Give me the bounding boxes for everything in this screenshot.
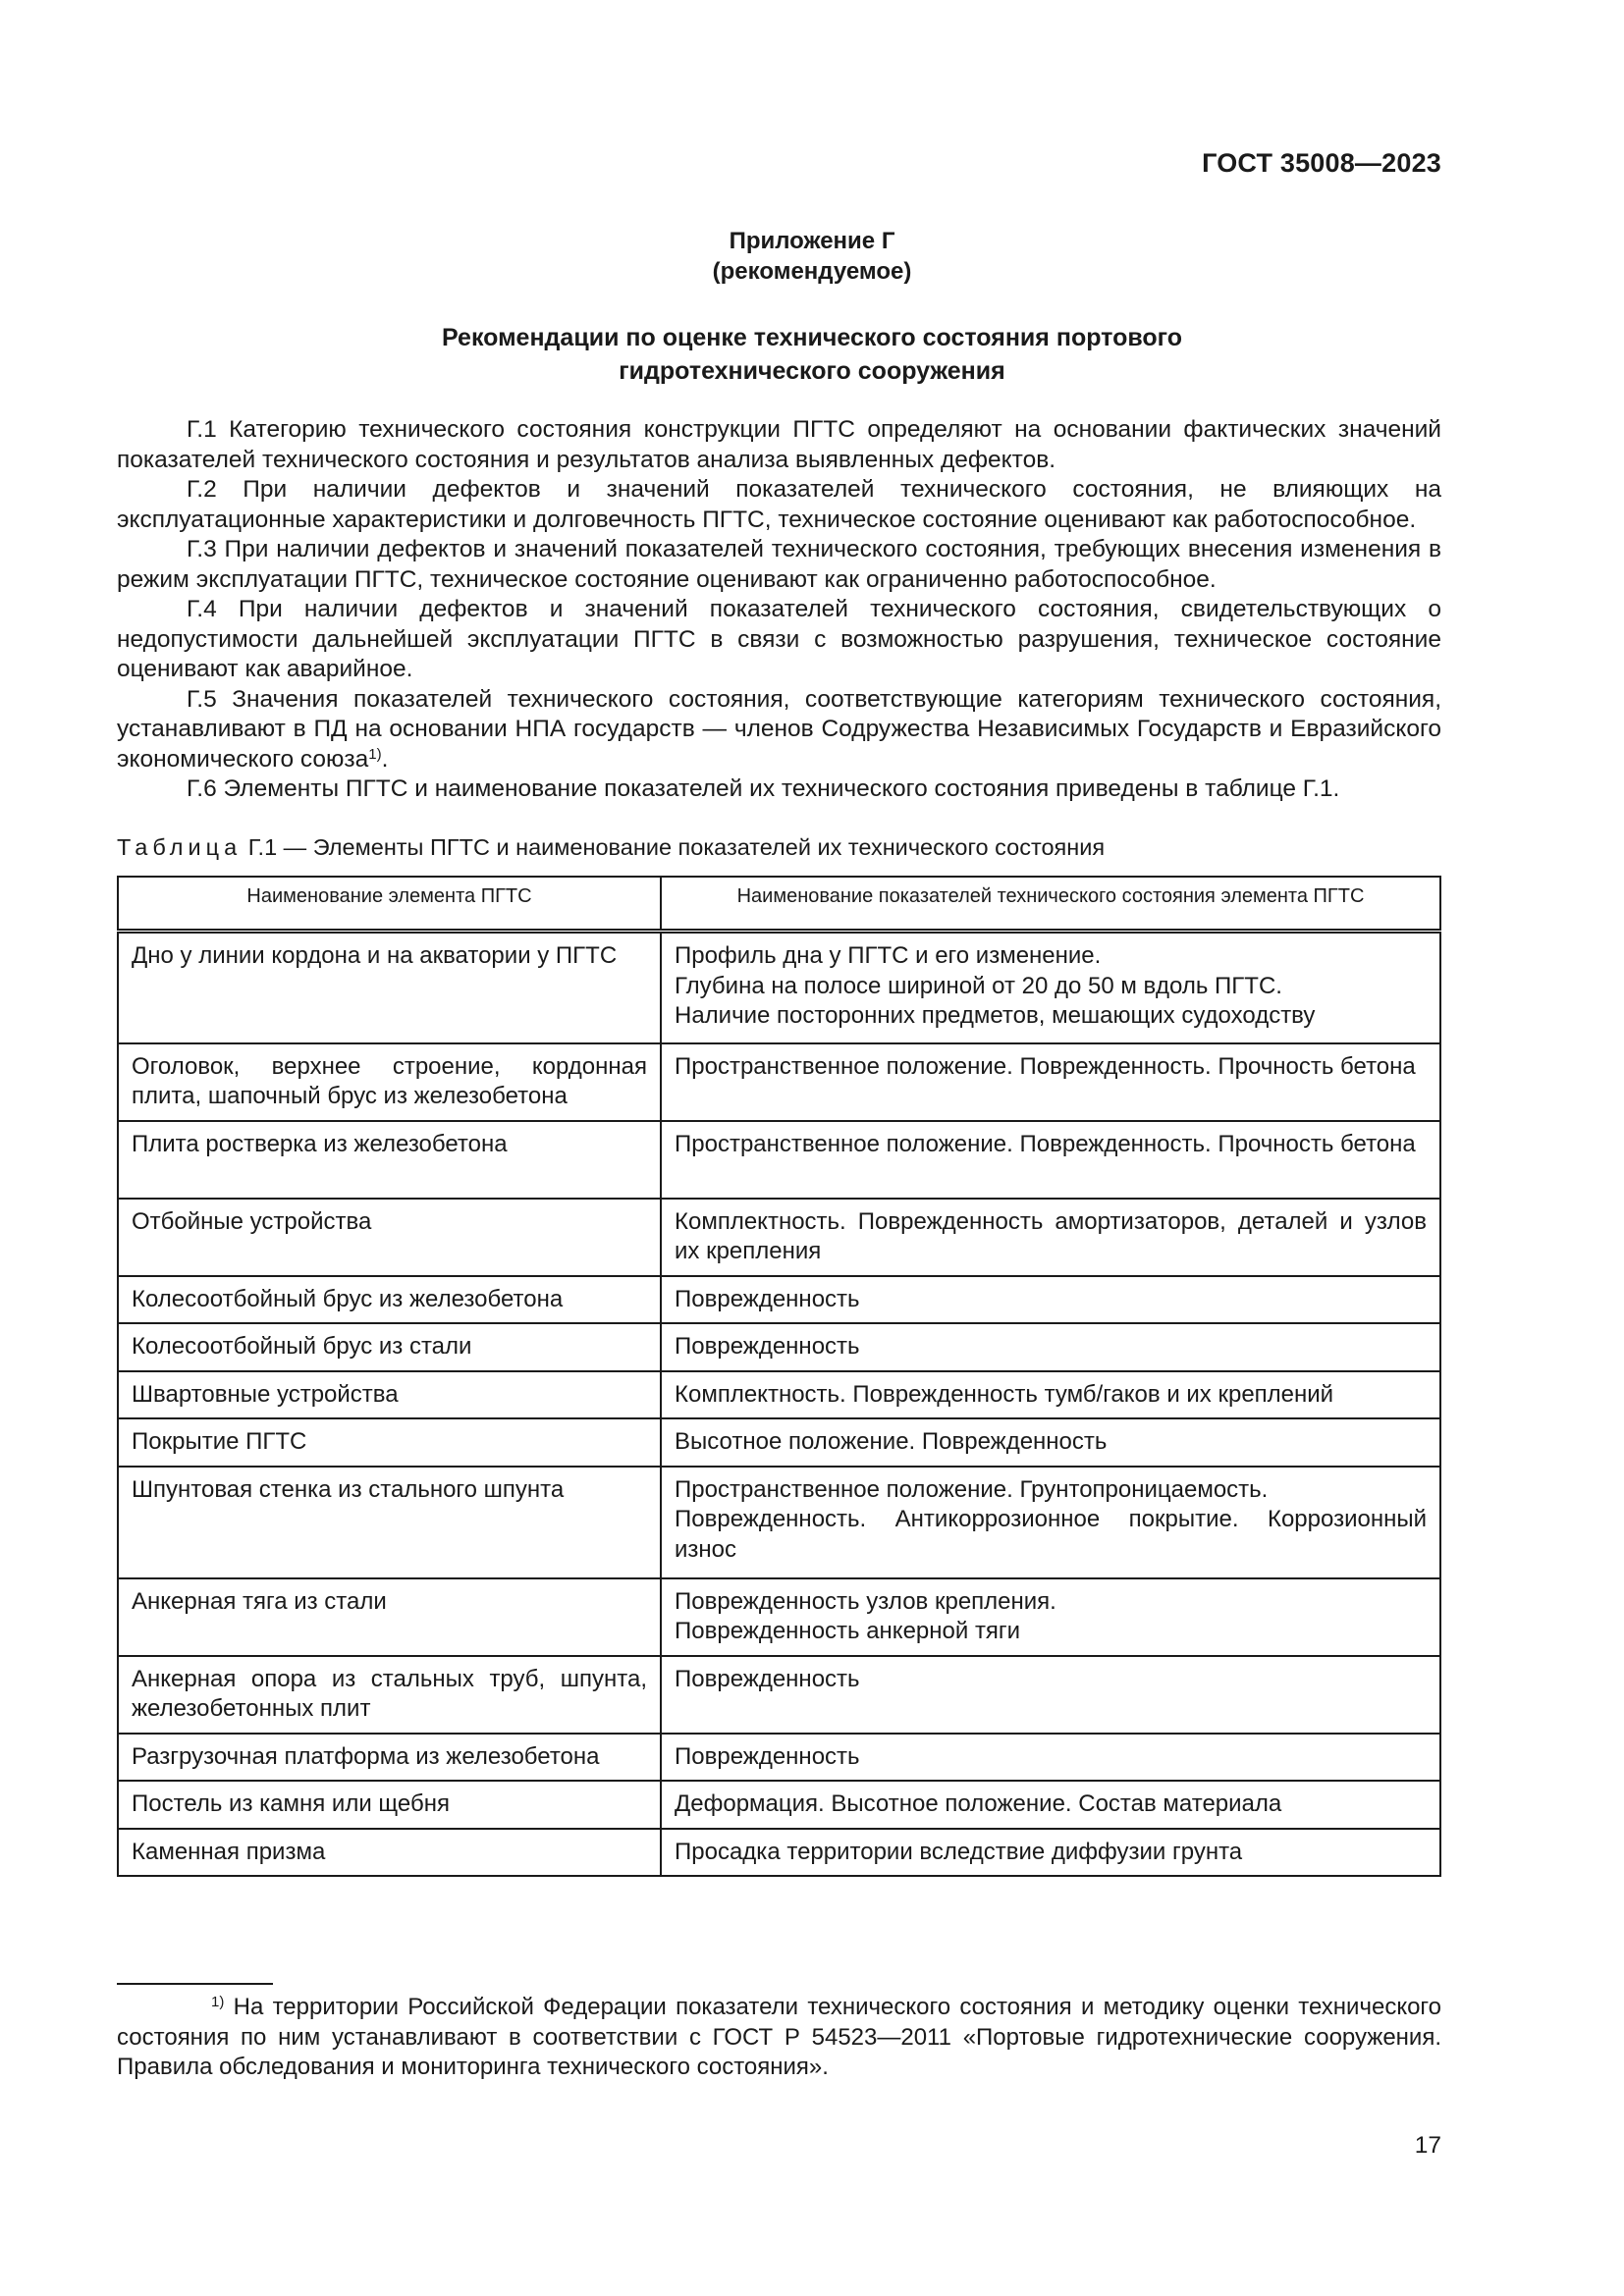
- element-cell: Анкерная опора из стальных труб, шпунта, железобетонных плит: [118, 1656, 661, 1734]
- indicators-cell: [661, 932, 1440, 1043]
- table-row: [118, 1781, 1440, 1829]
- table-row: [118, 1323, 1440, 1371]
- column-header-element: Наименование элемента ПГТС: [118, 877, 661, 932]
- annex-status: (рекомендуемое): [712, 258, 912, 285]
- table-row: [118, 1121, 1440, 1199]
- element-cell: Колесоотбойный брус из стали: [118, 1323, 661, 1371]
- footnote: [117, 1993, 1441, 2083]
- element-cell: Колесоотбойный брус из железобетона: [118, 1276, 661, 1324]
- page-number: 17: [1414, 2132, 1441, 2159]
- element-cell: Оголовок, верхнее строение, кордонная плита, шапочный брус из железобетона: [118, 1043, 661, 1121]
- element-cell: Плита ростверка из железобетона: [118, 1121, 661, 1199]
- table-caption: [117, 834, 1105, 861]
- element-cell: Анкерная тяга из стали: [118, 1578, 661, 1656]
- table-caption-label: Таблица: [117, 834, 243, 860]
- indicator-line: Поврежденность анкерной тяги: [675, 1618, 1021, 1644]
- indicator-line: Комплектность. Поврежденность амортизаторов, деталей и узлов их крепления: [675, 1207, 1427, 1264]
- paragraph: Г.5 Значения показателей технического состояния, соответствующие категориям технического состояния, устанавливают в ПД на основании НПА государств — членов Содружества Независимых Государств и Евразийского экономического союза$^{1)}$.: [117, 685, 1441, 773]
- element-cell: Шпунтовая стенка из стального шпунта: [118, 1467, 661, 1578]
- indicators-cell: [661, 1276, 1440, 1324]
- indicators-cell: [661, 1656, 1440, 1734]
- indicator-line: Просадка территории вследствие диффузии грунта: [675, 1838, 1243, 1865]
- element-cell: Швартовные устройства: [118, 1371, 661, 1419]
- indicator-line: Пространственное положение. Поврежденность. Прочность бетона: [675, 1130, 1416, 1157]
- indicator-line: Поврежденность: [675, 1333, 860, 1360]
- indicator-line: Поврежденность: [675, 1285, 860, 1312]
- table-row: [118, 1418, 1440, 1467]
- indicators-cell: [661, 1323, 1440, 1371]
- indicators-cell: [661, 1734, 1440, 1782]
- table-row: [118, 1371, 1440, 1419]
- table-row: [118, 932, 1440, 1043]
- table-row: [118, 1734, 1440, 1782]
- table-row: [118, 1829, 1440, 1877]
- body-text: [117, 415, 1441, 805]
- indicators-cell: [661, 1781, 1440, 1829]
- column-header-indicators: Наименование показателей технического состояния элемента ПГТС: [661, 877, 1440, 932]
- footnote-text: На территории Российской Федерации показатели технического состояния и методику оценки технического состояния по ним устанавливают в соответствии с ГОСТ Р 54523—2011 «Портовые гидротехнические сооружения. Правила обследования и мониторинга технического состояния».: [117, 1994, 1442, 2080]
- element-cell: Постель из камня или щебня: [118, 1781, 661, 1829]
- table-row: [118, 1656, 1440, 1734]
- paragraph: Г.2 При наличии дефектов и значений показателей технического состояния, не влияющих на эксплуатационные характеристики и долговечность ПГТС, техническое состояние оценивают как работоспособное.: [117, 476, 1441, 533]
- indicator-line: Поврежденность. Антикоррозионное покрытие. Коррозионный износ: [675, 1506, 1427, 1563]
- indicator-line: Поврежденность узлов крепления.: [675, 1587, 1056, 1615]
- indicator-line: Поврежденность: [675, 1665, 860, 1692]
- indicator-line: Пространственное положение. Поврежденность. Прочность бетона: [675, 1052, 1416, 1080]
- table-row: [118, 1276, 1440, 1324]
- indicator-line: Глубина на полосе шириной от 20 до 50 м вдоль ПГТС.: [675, 972, 1282, 999]
- indicator-line: Наличие посторонних предметов, мешающих судоходству: [675, 1002, 1316, 1029]
- indicator-line: Комплектность. Поврежденность тумб/гаков и их креплений: [675, 1380, 1334, 1408]
- annex-heading-line: Рекомендации по оценке технического состояния портового: [441, 324, 1183, 351]
- table-row: [118, 1467, 1440, 1578]
- indicators-cell: [661, 1371, 1440, 1419]
- table-row: [118, 1578, 1440, 1656]
- paragraph: Г.6 Элементы ПГТС и наименование показателей их технического состояния приведены в таблице Г.1.: [187, 775, 1340, 802]
- table-row: [118, 1043, 1440, 1121]
- footnote-separator: [117, 1983, 273, 1985]
- element-cell: Дно у линии кордона и на акватории у ПГТС: [118, 932, 661, 1043]
- indicators-cell: [661, 1578, 1440, 1656]
- footnote-reference[interactable]: 1): [368, 745, 382, 763]
- element-cell: Разгрузочная платформа из железобетона: [118, 1734, 661, 1782]
- paragraph-text: Г.5 Значения показателей технического состояния, соответствующие категориям технического состояния, устанавливают в ПД на основании НПА государств — членов Содружества Независимых Государств и Евразийского экономического союза: [117, 685, 1441, 773]
- paragraph: Г.4 При наличии дефектов и значений показателей технического состояния, свидетельствующих о недопустимости дальнейшей эксплуатации ПГТС в связи с возможностью разрушения, техническое состояние оценивают как аварийное.: [117, 596, 1441, 682]
- indicator-line: Поврежденность: [675, 1742, 860, 1770]
- indicators-cell: [661, 1121, 1440, 1199]
- table-caption-text: Г.1 — Элементы ПГТС и наименование показателей их технического состояния: [247, 834, 1106, 860]
- table-row: [118, 1199, 1440, 1276]
- annex-heading: [295, 321, 1329, 388]
- paragraph: Г.3 При наличии дефектов и значений показателей технического состояния, требующих внесения изменения в режим эксплуатации ПГТС, техническое состояние оценивают как ограниченно работоспособное.: [117, 536, 1441, 593]
- indicators-cell: [661, 1418, 1440, 1467]
- element-cell: Отбойные устройства: [118, 1199, 661, 1276]
- paragraph: Г.1 Категорию технического состояния конструкции ПГТС определяют на основании фактических значений показателей технического состояния и результатов анализа выявленных дефектов.: [117, 416, 1441, 473]
- table-header-row: [118, 877, 1440, 932]
- footnote-marker: 1): [211, 1994, 225, 2010]
- element-cell: Покрытие ПГТС: [118, 1418, 661, 1467]
- indicators-table: [117, 876, 1441, 1877]
- indicator-line: Деформация. Высотное положение. Состав материала: [675, 1790, 1282, 1817]
- indicators-cell: [661, 1467, 1440, 1578]
- element-cell: Каменная призма: [118, 1829, 661, 1877]
- document-code: ГОСТ 35008—2023: [1202, 148, 1441, 178]
- table-body: [118, 932, 1440, 1877]
- indicator-line: Профиль дна у ПГТС и его изменение.: [675, 942, 1102, 969]
- indicators-cell: [661, 1043, 1440, 1121]
- annex-heading-line: гидротехнического сооружения: [619, 357, 1005, 385]
- indicators-cell: [661, 1199, 1440, 1276]
- indicators-cell: [661, 1829, 1440, 1877]
- indicator-line: Пространственное положение. Грунтопроницаемость.: [675, 1475, 1269, 1503]
- annex-title: Приложение Г: [729, 228, 895, 254]
- indicator-line: Высотное положение. Поврежденность: [675, 1428, 1108, 1455]
